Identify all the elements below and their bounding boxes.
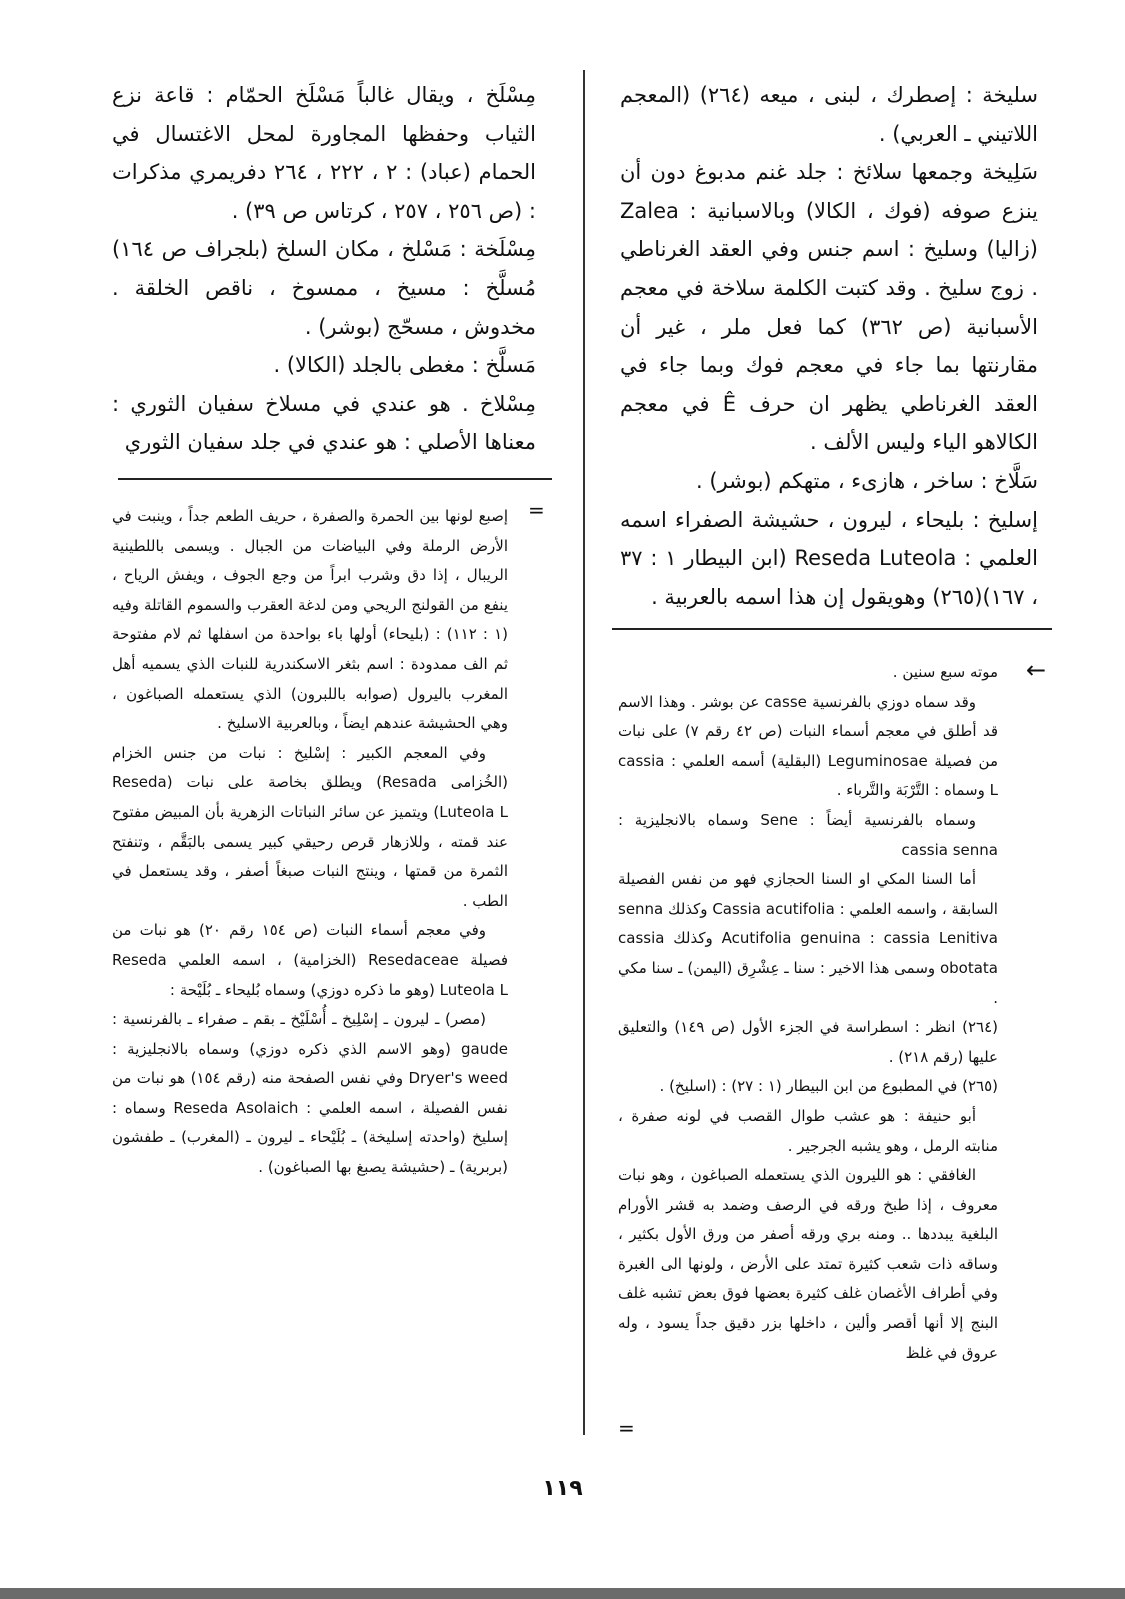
right-footnote-rule bbox=[612, 628, 1052, 630]
footnote-paragraph: وقد سماه دوزي بالفرنسية casse عن بوشر . وهذا الاسم قد أطلق في معجم أسماء النبات (ص ٤٢ رقم ٧) على نبات من فصيلة Leguminosae (البقلية) أسمه العلمي : cassia L وسماه : التَّرْبَة والتَّرباء . bbox=[618, 692, 998, 800]
footnote-paragraph: أبو حنيفة : هو عشب طوال القصب في لونه صفرة ، منابته الرمل ، وهو يشبه الجرجير . bbox=[618, 1106, 998, 1155]
footnote-paragraph: وسماه بالفرنسية أيضاً : Sene وسماه بالانجليزية : cassia senna bbox=[618, 810, 998, 859]
left-footnotes bbox=[112, 502, 508, 1432]
entry-masallakh: مَسلَّخ : مغطى بالجلد (الكالا) . bbox=[273, 353, 536, 378]
right-footnotes bbox=[618, 658, 998, 1428]
left-main-column bbox=[112, 76, 536, 466]
footnote-paragraph: الغافقي : هو الليرون الذي يستعمله الصباغون ، وهو نبات معروف ، إذا طبخ ورقه في الرصف وضمد به قشر الأورام البلغية يبددها .. ومنه بري ورقه أصفر من ورق الأول بكثير ، وساقه ذات شعب كثيرة تمتد على الأرض ، ولونها الى الغبرة وفي أطراف الأغصان غلف كثيرة بعضها فوق بعض تشبه غلف البنج إلا أنها أقصر وألين ، داخلها بزر دقيق جداً يسود ، وله عروق في غلظ bbox=[618, 1166, 998, 1362]
entry-isleekh: إسليخ : بليحاء ، ليرون ، حشيشة الصفراء اسمه العلمي : Reseda Luteola (ابن البيطار ١ : ٣٧ ، ١٦٧)(٢٦٥) وهويقول إن هذا اسمه بالعربية . bbox=[620, 507, 1038, 609]
footnote-paragraph: موته سبع سنين . bbox=[892, 663, 998, 681]
footnote-paragraph: وفي معجم أسماء النبات (ص ١٥٤ رقم ٢٠) هو نبات من فصيلة Resedaceae (الخزامية) ، اسمه العلمي Reseda Luteola L (وهو ما ذكره دوزي) وسماه بُليحاء ـ بُلَيْحة : bbox=[112, 921, 508, 999]
continuation-mark-bottom: = bbox=[618, 1416, 635, 1440]
column-divider bbox=[583, 70, 585, 1435]
footnote-265: (٢٦٥) في المطبوع من ابن البيطار (١ : ٢٧) : (اسليخ) . bbox=[659, 1077, 998, 1096]
continuation-mark-top: = bbox=[528, 498, 545, 522]
left-footnote-rule bbox=[118, 478, 552, 480]
footnote-paragraph: وفي المعجم الكبير : إسْليخ : نبات من جنس الخزام (الخُزامى Resada) ويطلق بخاصة على نبات (Reseda Luteola L) ويتميز عن سائر النباتات الزهرية بأن المبيض مفتوح عند قمته ، وللازهار قرص رحيقي كبير يسمى بالبَقَّم ، وتنفتح الثمرة من قمتها ، وينتج النبات صبغاً أصفر ، وقد يستعمل في الطب . bbox=[112, 743, 508, 910]
entry-saleekha: سليخة : إصطرك ، لبنى ، ميعه (٢٦٤) (المعجم اللاتيني ـ العربي) . bbox=[620, 83, 1038, 146]
entry-sallakh: سَلَّاخ : ساخر ، هازىء ، متهكم (بوشر) . bbox=[696, 468, 1038, 493]
footnote-paragraph: (مصر) ـ ليرون ـ إسْلِيخ ـ أُسْلَيْخ ـ بقم ـ صفراء ـ بالفرنسية : gaude (وهو الاسم الذي ذكره دوزي) وسماه بالانجليزية : Dryer's weed وفي نفس الصفحة منه (رقم ١٥٤) هو نبات من نفس الفصيلة ، اسمه العلمي : Reseda Asolaich وسماه : إسليخ (واحدته إسليخة) ـ بُلَيْحاء ـ ليرون ـ (المغرب) ـ طفشون (بربرية) ـ (حشيشة يصبغ بها الصباغون) . bbox=[112, 1010, 508, 1177]
page-number: ١١٩ bbox=[542, 1476, 583, 1501]
entry-maslakh: مِسْلَخ ، ويقال غالباً مَسْلَخ الحمّام : قاعة نزع الثياب وحفظها المجاورة لمحل الاغتسال في الحمام (عباد) : ٢ ، ٢٢٢ ، ٢٦٤ دفريمري مذكرات : (ص ٢٥٦ ، ٢٥٧ ، كرتاس ص ٣٩) . bbox=[112, 83, 536, 223]
right-main-column bbox=[620, 76, 1038, 616]
scan-edge bbox=[0, 1588, 1125, 1599]
footnote-paragraph: أما السنا المكي او السنا الحجازي فهو من نفس الفصيلة السابقة ، واسمه العلمي : Cassia acutifolia وكذلك senna Acutifolia genuina : cassia Lenitiva وكذلك cassia obotata وسمى هذا الاخير : سنا ـ عِشْرِق (اليمن) ـ سنا مكي . bbox=[618, 870, 998, 1007]
entry-saleekha-hide: سَلِيخة وجمعها سلائخ : جلد غنم مدبوغ دون أن ينزع صوفه (فوك ، الكالا) وبالاسبانية : Zalea (زاليا) وسليخ : اسم جنس وفي العقد الغرناطي . زوج سليخ . وقد كتبت الكلمة سلاخة في معجم الأسبانية (ص ٣٦٢) كما فعل ملر ، غير أن مقارنتها بما جاء في معجم فوك وبما جاء في العقد الغرناطي يظهر ان حرف Ê في معجم الكالاهو الياء وليس الألف . bbox=[620, 160, 1038, 455]
entry-mislakh: مِسْلاخ . هو عندي في مسلاخ سفيان الثوري : معناها الأصلي : هو عندي في جلد سفيان الثوري bbox=[112, 391, 536, 455]
footnote-paragraph: إصبع لونها بين الحمرة والصفرة ، حريف الطعم جداً ، وينبت في الأرض الرملة وفي البياضات من الجبال . ويسمى باللطينية الريبال ، إذا دق وشرب ابراً من وجع الجوف ، ويفش الرياح ، ينفع من القولنج الريحي ومن لدغة العقرب والسموم القاتلة وفيه (١ : ١١٢) : (بليحاء) أولها باء بواحدة من اسفلها ثم لام مفتوحة ثم الف ممدودة : اسم بثغر الاسكندرية للنبات الذي يسميه أهل المغرب باليرول (صوابه باللبرون) الذي يستعمله الصباغون ، وهي الحشيشة عندهم ايضاً ، وبالعربية الاسليخ . bbox=[112, 507, 508, 733]
footnote-264: (٢٦٤) انظر : اسطراسة في الجزء الأول (ص ١٤٩) والتعليق عليها (رقم ٢١٨) . bbox=[618, 1018, 998, 1066]
continuation-arrow-icon: ← bbox=[1026, 656, 1047, 684]
entry-maslakha: مِسْلَخة : مَسْلخ ، مكان السلخ (بلجراف ص ١٦٤) مُسلَّخ : مسيخ ، ممسوخ ، ناقص الخلقة . مخدوش ، مسحّج (بوشر) . bbox=[112, 237, 536, 339]
